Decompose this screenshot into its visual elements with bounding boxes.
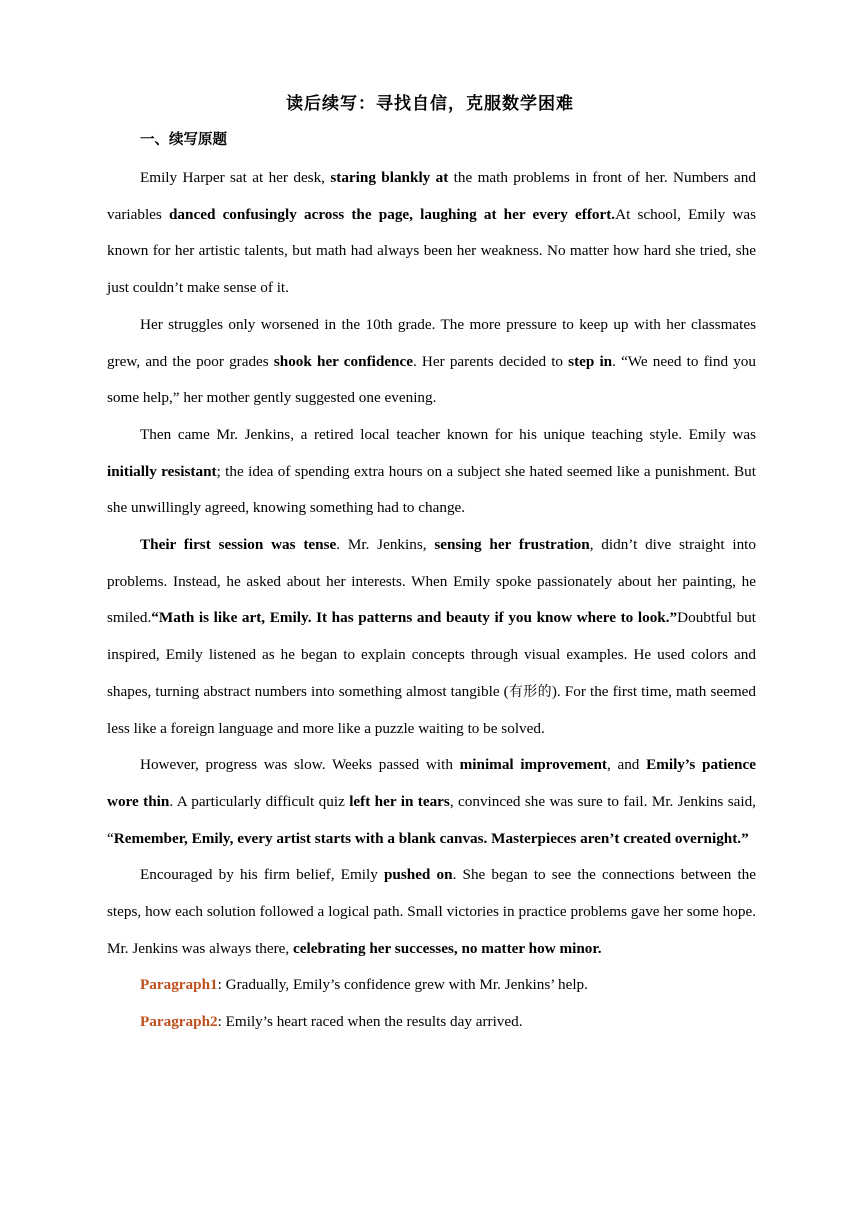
text-run: . A particularly difficult quiz (169, 792, 350, 810)
bold-phrase: danced confusingly across the page, laughing at her every effort. (168, 205, 616, 223)
text-run: Then came Mr. Jenkins, a retired local teacher known for his unique teaching style. Emily was (140, 425, 756, 443)
bold-phrase: “Math is like art, Emily. It has patterns and beauty if you know where to look.” (151, 609, 678, 627)
story-paragraph (107, 417, 756, 527)
text-run: Emily Harper sat at her desk, (140, 169, 331, 186)
story-paragraph (107, 307, 756, 417)
text-run: At school, Emily was known for her artistic talents, but math had always been her weakness. No matter how hard she tried, she just couldn’t make sense of it. (107, 205, 756, 297)
story-paragraph (107, 857, 756, 967)
bold-phrase: Emily’s patience wore thin (107, 756, 756, 810)
text-run: . “We need to find you some help,” her mother gently suggested one evening. (107, 352, 756, 407)
story-paragraph (107, 160, 756, 307)
bold-phrase: left her in tears (349, 792, 450, 810)
text-run: Encouraged by his firm belief, Emily (140, 866, 384, 884)
text-run: , and (606, 756, 647, 774)
bold-phrase: shook her confidence (273, 352, 413, 370)
prompt-label: Paragraph1 (140, 976, 218, 994)
continuation-prompt-1 (107, 967, 756, 1004)
bold-phrase: step in (568, 352, 613, 370)
text-run: , convinced she was sure to fail. Mr. Jenkins said, “ (107, 792, 756, 847)
bold-phrase: initially resistant (107, 462, 217, 480)
bold-phrase: pushed on (383, 866, 453, 884)
text-run: . She began to see the connections between the steps, how each solution followed a logical path. Small victories in practice problems gave her some hope. Mr. Jenkins was always there, (107, 866, 756, 957)
document-title: 读后续写：寻找自信，克服数学困难 (286, 94, 574, 114)
bold-phrase: Their first session was tense (140, 536, 337, 554)
bold-phrase: Remember, Emily, every artist starts with a blank canvas. Masterpieces aren’t created overnight.” (113, 829, 749, 847)
text-run: the math problems in front of her. Numbers and variables (107, 169, 756, 223)
text-run: . Mr. Jenkins, (336, 536, 435, 554)
text-run: Her struggles only worsened in the 10th grade. The more pressure to keep up with her classmates grew, and the poor grades (107, 315, 756, 370)
story-paragraph (107, 527, 756, 747)
bold-phrase: minimal improvement (459, 756, 607, 774)
prompt-label: Paragraph2 (140, 1013, 218, 1031)
text-run: . Her parents decided to (412, 352, 569, 370)
text-run: Doubtful but inspired, Emily listened as he began to explain concepts through visual examples. He used colors and shapes, turning abstract numbers into something almost tangible ( (107, 609, 756, 700)
text-run: ). For the first time, math seemed less like a foreign language and more like a puzzle waiting to be solved. (107, 682, 757, 737)
continuation-prompt-2 (107, 1004, 756, 1041)
document-body (107, 160, 756, 1041)
prompt-text: : Emily’s heart raced when the results day arrived. (217, 1013, 523, 1031)
text-run: 有形的 (508, 683, 552, 700)
bold-phrase: celebrating her successes, no matter how minor. (293, 939, 602, 957)
story-paragraph (107, 747, 756, 857)
text-run: ; the idea of spending extra hours on a subject she hated seemed like a punishment. But she unwillingly agreed, knowing something had to change. (107, 462, 756, 517)
text-run: , didn’t dive straight into problems. Instead, he asked about her interests. When Emily spoke passionately about her painting, he smiled. (107, 536, 756, 627)
bold-phrase: sensing her frustration (434, 536, 590, 554)
section-heading: 一、续写原题 (140, 132, 227, 148)
bold-phrase: staring blankly at (330, 169, 449, 186)
prompt-text: : Gradually, Emily’s confidence grew with Mr. Jenkins’ help. (217, 976, 588, 994)
text-run: However, progress was slow. Weeks passed with (140, 756, 460, 774)
